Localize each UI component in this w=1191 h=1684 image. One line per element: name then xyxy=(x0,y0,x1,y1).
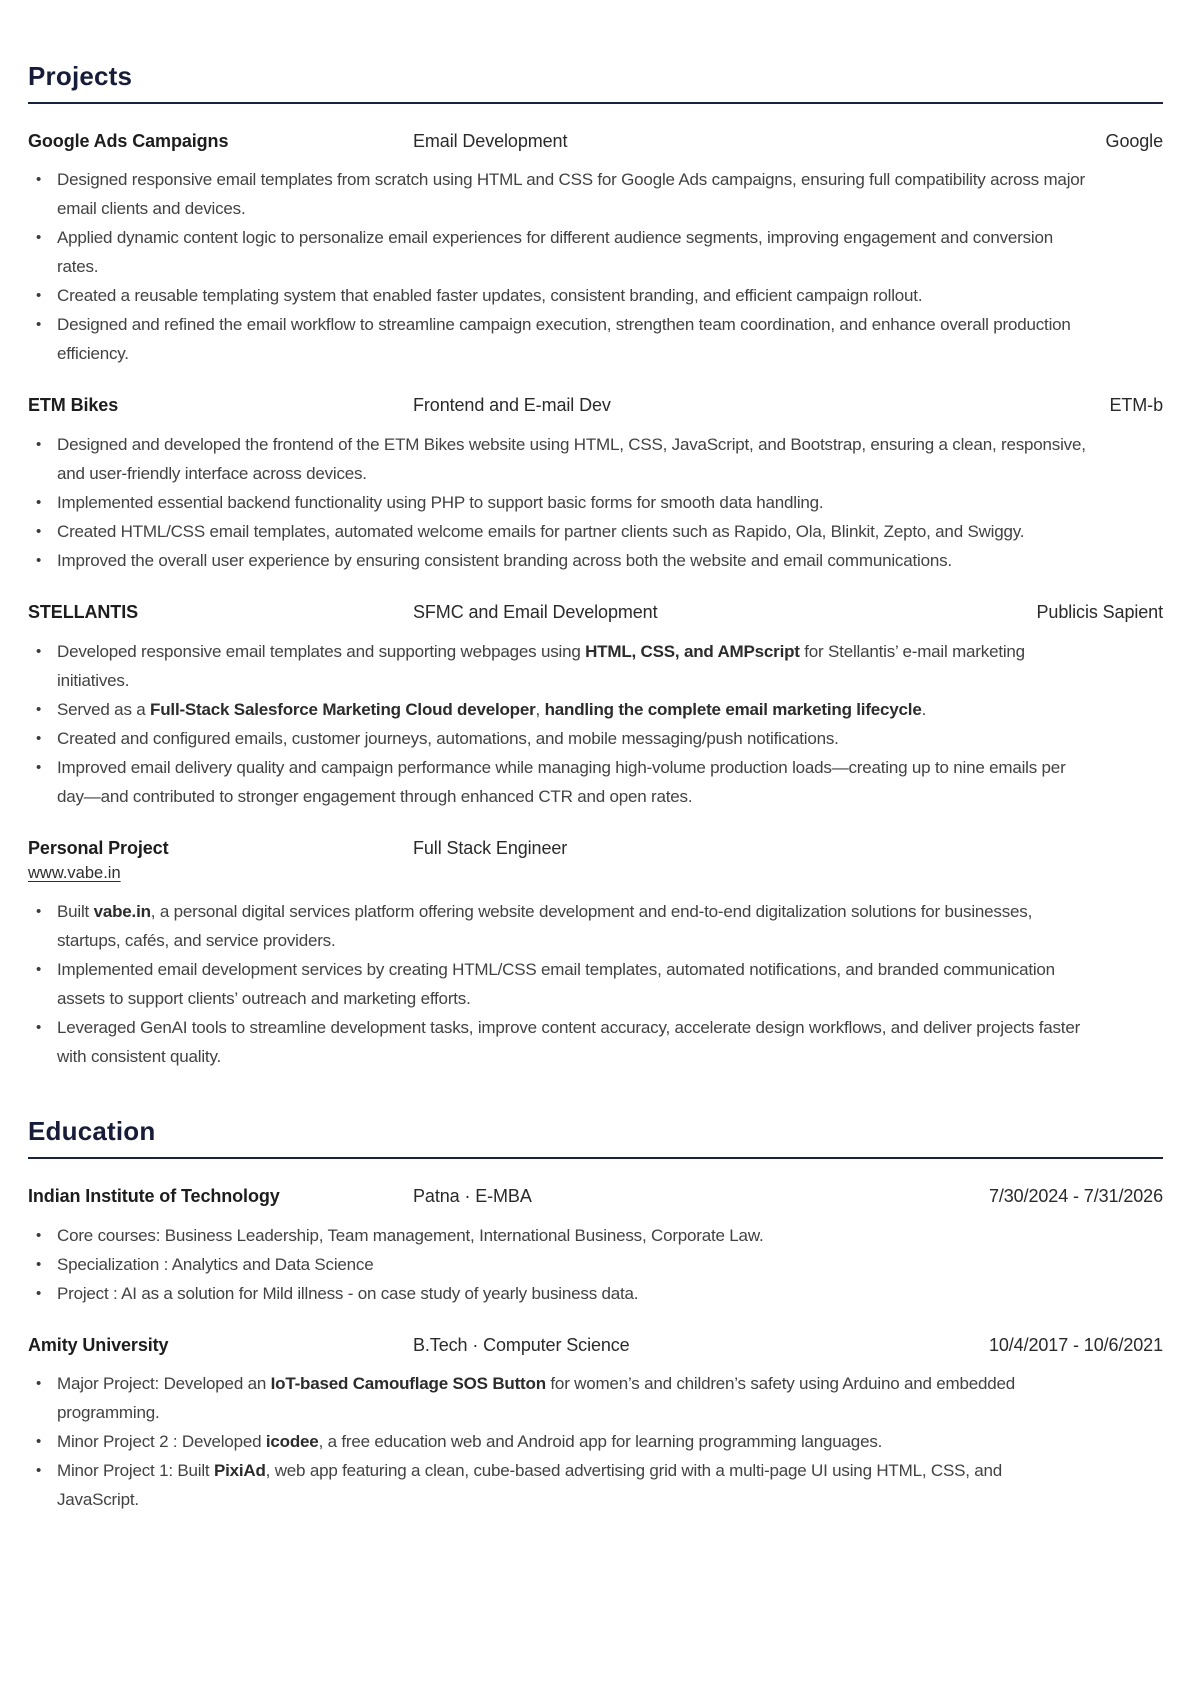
entry-role: B.Tech · Computer Science xyxy=(413,1334,630,1355)
entry-title: Indian Institute of Technology xyxy=(28,1185,280,1206)
entry-header xyxy=(28,395,1163,417)
entry-header xyxy=(28,838,1163,884)
education-entries xyxy=(28,1186,1163,1514)
entry-title: STELLANTIS xyxy=(28,602,138,623)
entry-etm-bikes xyxy=(28,395,1163,575)
bullet-item: • Minor Project 2 : Developed icodee, a free education web and Android app for learning programming languages. xyxy=(28,1427,1088,1456)
entry-amity-university xyxy=(28,1335,1163,1515)
entry-header xyxy=(28,131,1163,153)
entry-role: SFMC and Email Development xyxy=(413,602,658,623)
bullet-item: • Developed responsive email templates and supporting webpages using HTML, CSS, and AMPscript for Stellantis’ e-mail marketing initiatives. xyxy=(28,637,1088,695)
entry-title-cell xyxy=(28,131,413,153)
entry-google-ads-campaigns xyxy=(28,131,1163,369)
bullet-item: • Improved the overall user experience by ensuring consistent branding across both the website and email communications. xyxy=(28,546,1088,575)
projects-entries xyxy=(28,131,1163,1071)
entry-stellantis xyxy=(28,602,1163,811)
bullet-item: • Designed and refined the email workflow to streamline campaign execution, strengthen team coordination, and enhance overall production efficiency. xyxy=(28,310,1088,368)
entry-indian-institute-of-technology xyxy=(28,1186,1163,1308)
entry-organization: Publicis Sapient xyxy=(1036,602,1163,623)
entry-role: Frontend and E-mail Dev xyxy=(413,395,611,416)
entry-title-cell xyxy=(28,602,413,624)
bullet-item: • Served as a Full-Stack Salesforce Marketing Cloud developer, handling the complete email marketing lifecycle. xyxy=(28,695,1088,724)
entry-title: Personal Project xyxy=(28,837,169,858)
entry-organization: Google xyxy=(1105,130,1163,151)
bullet-item: • Designed and developed the frontend of the ETM Bikes website using HTML, CSS, JavaScript, and Bootstrap, ensuring a clean, responsive, and user-friendly interface across devices. xyxy=(28,430,1088,488)
section-projects xyxy=(28,62,1163,1071)
entry-organization: 10/4/2017 - 10/6/2021 xyxy=(988,1334,1163,1355)
bullet-item: • Created a reusable templating system that enabled faster updates, consistent branding, and efficient campaign rollout. xyxy=(28,281,1088,310)
entry-role: Patna · E-MBA xyxy=(413,1185,532,1206)
entry-role: Full Stack Engineer xyxy=(413,837,568,858)
entry-bullet-list xyxy=(28,897,1163,1071)
entry-website-link[interactable]: www.vabe.in xyxy=(28,864,121,883)
bullet-item: • Created and configured emails, customer journeys, automations, and mobile messaging/push notifications. xyxy=(28,724,1088,753)
bullet-item: • Leveraged GenAI tools to streamline development tasks, improve content accuracy, accelerate design workflows, and deliver projects faster with consistent quality. xyxy=(28,1013,1088,1071)
bullet-item: • Implemented email development services by creating HTML/CSS email templates, automated notifications, and branded communication assets to support clients’ outreach and marketing efforts. xyxy=(28,955,1088,1013)
entry-title: Amity University xyxy=(28,1334,169,1355)
projects-section-divider xyxy=(28,102,1163,104)
education-section-divider xyxy=(28,1157,1163,1159)
entry-bullet-list xyxy=(28,1221,1163,1308)
entry-organization: ETM-b xyxy=(1109,395,1163,416)
entry-personal-project xyxy=(28,838,1163,1071)
entry-title: ETM Bikes xyxy=(28,395,119,416)
bullet-item: • Major Project: Developed an IoT-based Camouflage SOS Button for women’s and children’s safety using Arduino and embedded programming. xyxy=(28,1369,1088,1427)
entry-title-cell xyxy=(28,838,413,884)
bullet-item: • Implemented essential backend functionality using PHP to support basic forms for smooth data handling. xyxy=(28,488,1088,517)
bullet-item: • Minor Project 1: Built PixiAd, web app featuring a clean, cube-based advertising grid with a multi-page UI using HTML, CSS, and JavaScript. xyxy=(28,1456,1088,1514)
bullet-item: • Specialization : Analytics and Data Science xyxy=(28,1250,1088,1279)
bullet-item: • Improved email delivery quality and campaign performance while managing high-volume production loads—creating up to nine emails per day—and contributed to stronger engagement through enhanced CTR and open rates. xyxy=(28,753,1088,811)
entry-title-cell xyxy=(28,395,413,417)
entry-header xyxy=(28,602,1163,624)
bullet-item: • Created HTML/CSS email templates, automated welcome emails for partner clients such as Rapido, Ola, Blinkit, Zepto, and Swiggy. xyxy=(28,517,1088,546)
bullet-item: • Project : AI as a solution for Mild illness - on case study of yearly business data. xyxy=(28,1279,1088,1308)
entry-bullet-list xyxy=(28,165,1163,368)
section-education xyxy=(28,1117,1163,1514)
entry-bullet-list xyxy=(28,1369,1163,1514)
entry-title: Google Ads Campaigns xyxy=(28,130,229,151)
entry-title-cell xyxy=(28,1335,413,1357)
entry-header xyxy=(28,1335,1163,1357)
entry-organization: 7/30/2024 - 7/31/2026 xyxy=(988,1185,1163,1206)
bullet-item: • Built vabe.in, a personal digital services platform offering website development and end-to-end digitalization solutions for businesses, startups, cafés, and service providers. xyxy=(28,897,1088,955)
education-section-title: Education xyxy=(28,1116,156,1147)
entry-title-cell xyxy=(28,1186,413,1208)
entry-role: Email Development xyxy=(413,130,568,151)
entry-bullet-list xyxy=(28,637,1163,811)
projects-section-title: Projects xyxy=(28,61,133,91)
bullet-item: • Core courses: Business Leadership, Team management, International Business, Corporate Law. xyxy=(28,1221,1088,1250)
bullet-item: • Applied dynamic content logic to personalize email experiences for different audience segments, improving engagement and conversion rates. xyxy=(28,223,1088,281)
bullet-item: • Designed responsive email templates from scratch using HTML and CSS for Google Ads campaigns, ensuring full compatibility across major email clients and devices. xyxy=(28,165,1088,223)
entry-header xyxy=(28,1186,1163,1208)
entry-bullet-list xyxy=(28,430,1163,575)
